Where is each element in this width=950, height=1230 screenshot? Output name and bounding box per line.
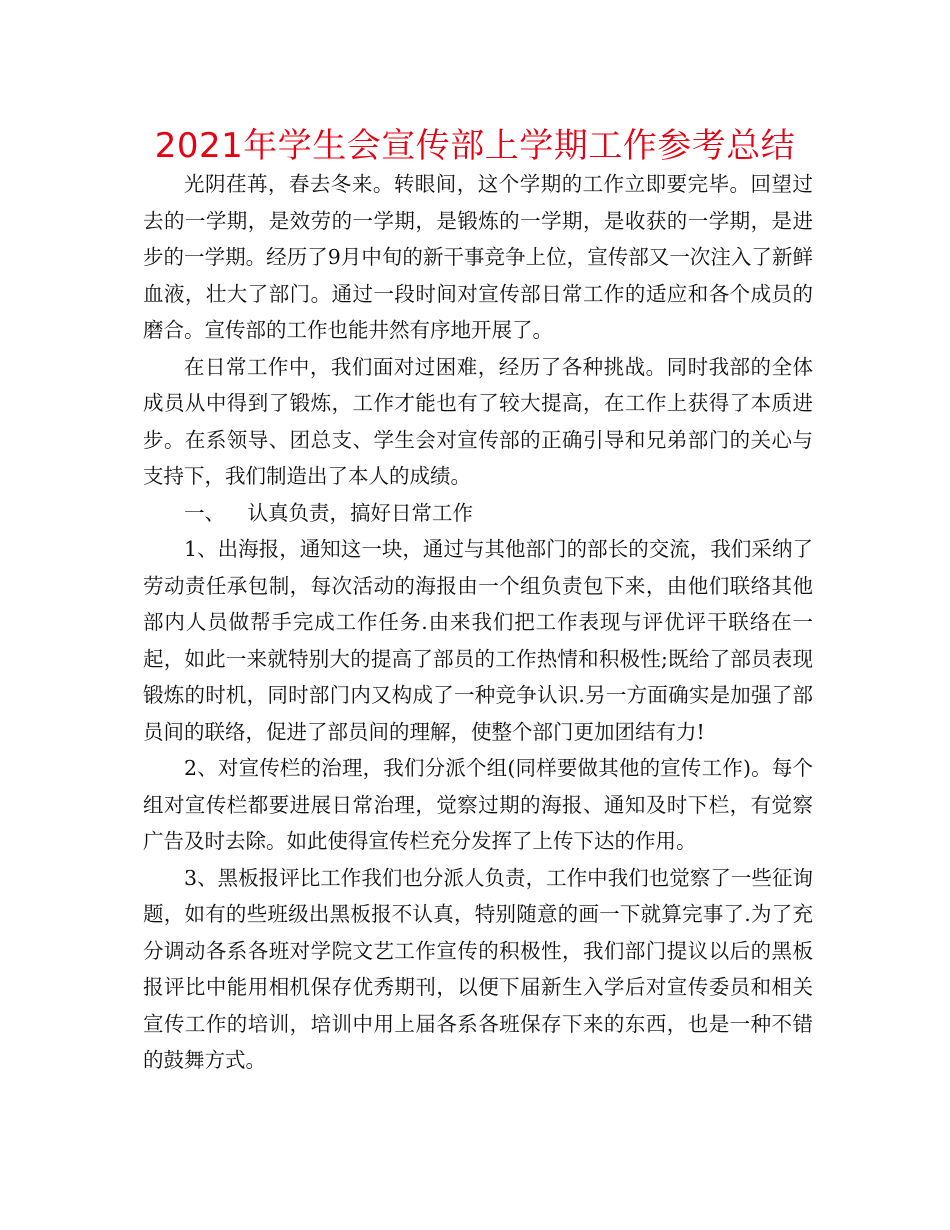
list-item-1: 1、出海报，通知这一块，通过与其他部门的部长的交流，我们采纳了劳动责任承包制，每次活动的海报由一个组负责包下来，由他们联络其他部内人员做帮手完成工作任务.由来我们把工作表现与评优评干联络在一起，如此一来就特别大的提高了部员的工作热情和积极性;既给了部员表现锻炼的时机，同时部门内又构成了一种竞争认识.另一方面确实是加强了部员间的联络，促进了部员间的理解，使整个部门更加团结有力!	[143, 537, 813, 744]
document-body	[143, 166, 813, 1079]
document-title: 2021年学生会宣传部上学期工作参考总结	[154, 126, 796, 166]
intro-paragraph-1: 光阴荏苒，春去冬来。转眼间，这个学期的工作立即要完毕。回望过去的一学期，是效劳的一学期，是锻炼的一学期，是收获的一学期，是进步的一学期。经历了9月中旬的新干事竞争上位，宣传部又一次注入了新鲜血液，壮大了部门。通过一段时间对宣传部日常工作的适应和各个成员的磨合。宣传部的工作也能井然有序地开展了。	[143, 172, 813, 342]
list-item-3: 3、黑板报评比工作我们也分派人负责，工作中我们也觉察了一些征询题，如有的些班级出黑板报不认真，特别随意的画一下就算完事了.为了充分调动各系各班对学院文艺工作宣传的积极性，我们部门提议以后的黑板报评比中能用相机保存优秀期刊，以便下届新生入学后对宣传委员和相关宣传工作的培训，培训中用上届各系各班保存下来的东西，也是一种不错的鼓舞方式。	[143, 865, 813, 1072]
section-heading	[143, 495, 813, 532]
section-number: 一、	[184, 500, 225, 525]
section-title: 认真负责，搞好日常工作	[247, 500, 474, 525]
list-item-2: 2、对宣传栏的治理，我们分派个组(同样要做其他的宣传工作)。每个组对宣传栏都要进展日常治理，觉察过期的海报、通知及时下栏，有觉察广告及时去除。如此使得宣传栏充分发挥了上传下达的作用。	[143, 756, 813, 853]
intro-paragraph-2: 在日常工作中，我们面对过困难，经历了各种挑战。同时我部的全体成员从中得到了锻炼，工作才能也有了较大提高，在工作上获得了本质进步。在系领导、团总支、学生会对宣传部的正确引导和兄弟部门的关心与支持下，我们制造出了本人的成绩。	[143, 354, 813, 488]
